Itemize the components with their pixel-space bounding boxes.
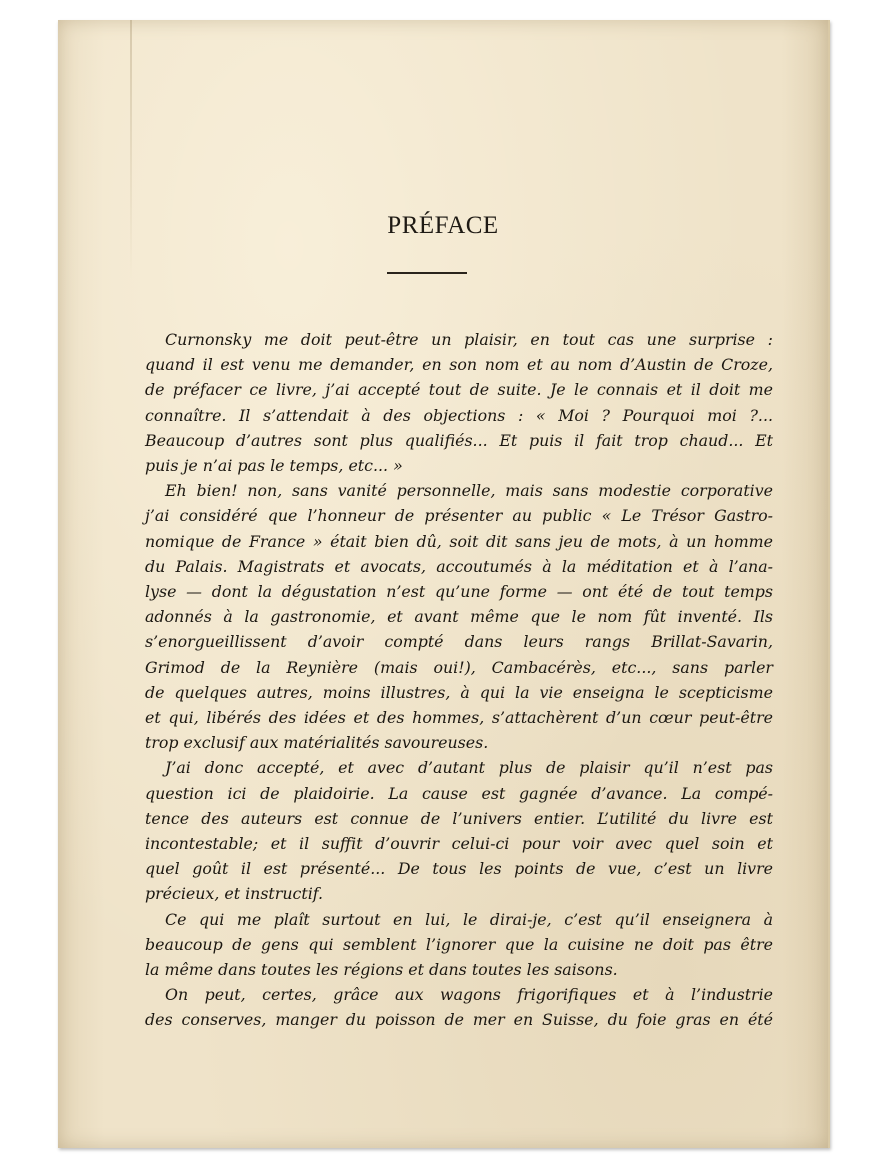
paragraph [145, 907, 773, 983]
text-line: précieux, et instructif. [145, 884, 324, 904]
text-line: beaucoup de gens qui semblent l’ignorer que la cuisine ne doit pas être [145, 934, 773, 954]
paragraph [145, 327, 773, 478]
text-line: s’enorgueillissent d’avoir compté dans leurs rangs Brillat-Savarin, [145, 632, 773, 652]
text-line: incontestable; et il suffit d’ouvrir celui-ci pour voir avec quel soin et [145, 834, 773, 854]
text-line: Grimod de la Reynière (mais oui!), Cambacérès, etc..., sans parler [145, 657, 773, 677]
paragraph [145, 755, 773, 906]
text-line: des conserves, manger du poisson de mer en Suisse, du foie gras en été [145, 1010, 773, 1030]
text-line: quand il est venu me demander, en son nom et au nom d’Austin de Croze, [145, 355, 773, 375]
text-line: et qui, libérés des idées et des hommes, s’attachèrent d’un cœur peut-être [145, 708, 773, 728]
text-line: quel goût il est présenté... De tous les points de vue, c’est un livre [145, 859, 773, 879]
text-line: la même dans toutes les régions et dans toutes les saisons. [145, 960, 618, 980]
title-divider [387, 272, 467, 274]
text-line: Ce qui me plaît surtout en lui, le dirai-je, c’est qu’il enseignera à [165, 909, 773, 929]
text-line: connaître. Il s’attendait à des objections : « Moi ? Pourquoi moi ?... [145, 405, 773, 425]
text-line: lyse — dont la dégustation n’est qu’une forme — ont été de tout temps [145, 582, 773, 602]
text-line: puis je n’ai pas le temps, etc... » [145, 456, 403, 476]
page-title: PRÉFACE [387, 212, 499, 239]
text-line: de préfacer ce livre, j’ai accepté tout de suite. Je le connais et il doit me [145, 380, 773, 400]
text-line: Eh bien! non, sans vanité personnelle, mais sans modestie corporative [165, 481, 773, 501]
text-line: de quelques autres, moins illustres, à qui la vie enseigna le scepticisme [145, 682, 773, 702]
text-line: J’ai donc accepté, et avec d’autant plus de plaisir qu’il n’est pas [165, 758, 773, 778]
text-line: trop exclusif aux matérialités savoureuses. [145, 733, 489, 753]
paragraph [145, 982, 773, 1032]
page-crease [130, 20, 132, 280]
text-line: j’ai considéré que l’honneur de présenter au public « Le Trésor Gastro- [145, 506, 773, 526]
text-line: question ici de plaidoirie. La cause est gagnée d’avance. La compé- [145, 783, 773, 803]
book-page [58, 20, 830, 1148]
text-line: nomique de France » était bien dû, soit dit sans jeu de mots, à un homme [145, 531, 773, 551]
text-line: du Palais. Magistrats et avocats, accoutumés à la méditation et à l’ana- [145, 556, 773, 576]
text-line: On peut, certes, grâce aux wagons frigorifiques et à l’industrie [165, 985, 773, 1005]
text-line: adonnés à la gastronomie, et avant même que le nom fût inventé. Ils [145, 607, 773, 627]
text-line: tence des auteurs est connue de l’univers entier. L’utilité du livre est [145, 808, 773, 828]
preface-body [145, 327, 773, 1033]
text-line: Curnonsky me doit peut-être un plaisir, en tout cas une surprise : [165, 330, 773, 349]
text-line: Beaucoup d’autres sont plus qualifiés... Et puis il fait trop chaud... Et [145, 430, 773, 450]
paragraph [145, 478, 773, 755]
